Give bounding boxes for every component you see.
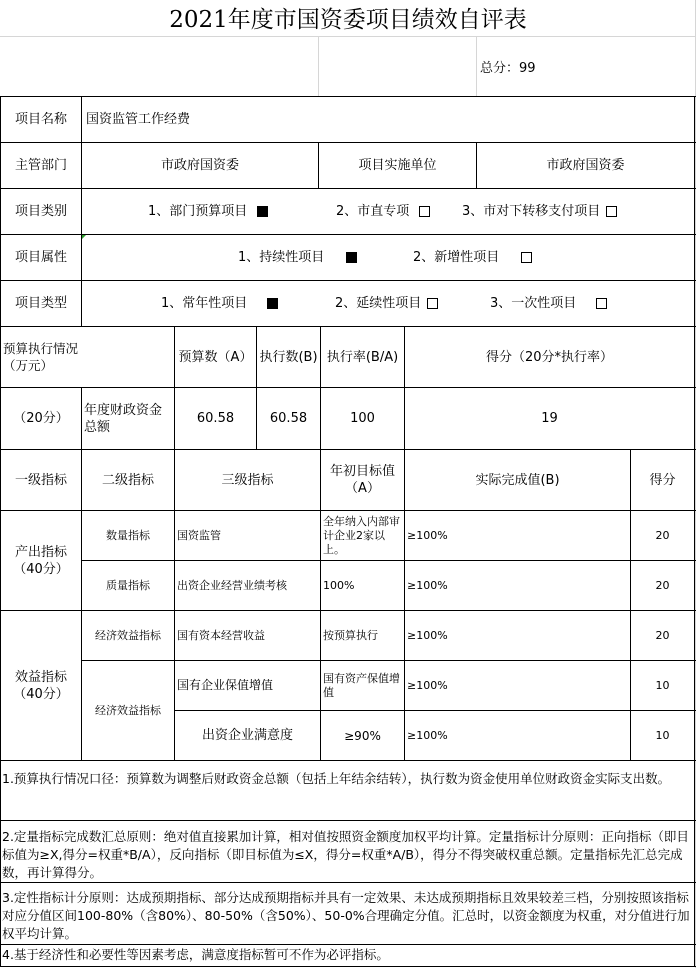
category-option-2-label: 2、市直专项 [336,204,410,219]
indicator-actual: ≥100% [407,528,448,542]
category-label: 项目类别 [14,204,67,219]
gridline [476,36,477,96]
output-group-label: 产出指标（40分） [13,544,69,577]
indicator-target: 按预算执行 [323,628,378,642]
type-option-3-label: 3、一次性项目 [490,296,577,311]
category-option-1[interactable] [146,189,296,234]
note-4: 4.基于经济性和必要性等因素考虑，满意度指标暂可不作为必评指标。 [2,947,389,962]
level1-header: 一级指标 [14,472,67,488]
indicator-target: 国有资产保值增值 [323,671,400,699]
note-3: 3.定性指标计分原则：达成预期指标、部分达成预期指标并具有一定效果、未达成预期指标且效果较差三档，分别按照该指标对应分值区间100-80%（含80%）、80-50%（含50%）、50-0%合理确定分值。汇总时，以资金额度为权重，对分值进行加权平均计算。 [2,890,690,941]
budget-col-header: 预算数（A） [178,349,253,365]
indicator-target: ≥90% [344,728,381,743]
indicator-level3: 出资企业满意度 [201,728,293,743]
indicator-score: 10 [655,678,670,692]
attribute-option-2[interactable] [411,235,561,280]
indicator-actual: ≥100% [407,628,448,642]
dept-label: 主管部门 [14,158,67,173]
gridline [318,36,319,96]
score-header: 得分 [649,472,676,488]
rate-value: 100 [350,411,375,426]
note-2: 2.定量指标完成数汇总原则：绝对值直接累加计算，相对值按照资金额度加权平均计算。定量指标计分原则：正向指标（即目标值为≥X,得分=权重*B/A），反向指标（即目标值为≤X，得分=权重*A/B），得分不得突破权重总额。定量指标先汇总完成数，再计算得分。 [2,829,689,880]
indicator-score: 10 [655,728,670,742]
note-1: 1.预算执行情况口径：预算数为调整后财政资金总额（包括上年结余结转），执行数为资金使用单位财政资金实际支出数。 [2,771,671,786]
border [81,96,82,326]
type-option-2[interactable] [333,281,463,326]
attribute-option-1[interactable] [236,235,386,280]
target-header: 年初目标值（A） [329,464,395,496]
budget-value: 60.58 [196,411,235,426]
indicator-level2: 经济效益指标 [95,703,161,717]
impl-label: 项目实施单位 [358,158,437,173]
total-score: 总分：99 [480,60,536,76]
attribute-option-1-label: 1、持续性项目 [238,250,325,265]
gridline [0,36,696,37]
unchecked-box-icon [419,206,430,217]
dept-value: 市政府国资委 [160,158,239,173]
indicator-score: 20 [655,628,670,642]
comment-marker-icon [82,235,86,239]
border [694,96,695,967]
indicator-actual: ≥100% [407,578,448,592]
indicator-level3: 国资监管 [177,528,221,542]
checked-box-icon [267,298,278,309]
budget-row-label: 年度财政资金总额 [84,402,163,435]
type-option-3[interactable] [488,281,638,326]
budget-score-value: 19 [541,411,558,426]
category-option-2[interactable] [334,189,454,234]
unchecked-box-icon [606,206,617,217]
unchecked-box-icon [427,298,438,309]
type-option-1[interactable] [159,281,309,326]
indicator-level2: 数量指标 [106,528,150,542]
score-col-header: 得分（20分*执行率） [485,349,614,365]
indicator-level2: 经济效益指标 [95,628,161,642]
project-name-value: 国资监管工作经费 [86,112,191,127]
indicator-score: 20 [655,578,670,592]
category-option-3[interactable] [460,189,692,234]
benefit-group-label: 效益指标（40分） [13,669,69,702]
border [0,820,696,821]
actual-header: 实际完成值(B) [475,472,560,488]
category-option-3-label: 3、市对下转移支付项目 [462,204,601,219]
border [0,760,696,761]
attribute-label: 项目属性 [14,250,67,265]
budget-weight: （20分） [13,411,69,426]
indicator-target: 全年纳入内部审计企业2家以上。 [323,514,400,556]
indicator-level3: 国有企业保值增值 [177,678,274,692]
border [0,882,696,883]
indicator-level3: 出资企业经营业绩考核 [177,578,287,592]
indicator-target: 100% [323,578,355,592]
exec-value: 60.58 [269,411,308,426]
indicator-score: 20 [655,528,670,542]
category-option-1-label: 1、部门预算项目 [148,204,248,219]
indicator-level2: 质量指标 [106,578,150,592]
border [0,966,696,967]
rate-col-header: 执行率(B/A) [326,349,399,365]
level2-header: 二级指标 [101,472,154,488]
unchecked-box-icon [521,252,532,263]
checked-box-icon [346,252,357,263]
type-label: 项目类型 [14,296,67,311]
indicator-level3: 国有资本经营收益 [177,628,265,642]
page-title: 2021年度市国资委项目绩效自评表 [169,7,527,33]
indicator-actual: ≥100% [407,728,448,742]
impl-value: 市政府国资委 [546,158,625,173]
indicator-actual: ≥100% [407,678,448,692]
type-option-1-label: 1、常年性项目 [161,296,248,311]
exec-col-header: 执行数(B) [259,349,318,365]
type-option-2-label: 2、延续性项目 [335,296,422,311]
unchecked-box-icon [596,298,607,309]
budget-section-label: 预算执行情况（万元） [3,341,79,373]
checked-box-icon [257,206,268,217]
attribute-option-2-label: 2、新增性项目 [413,250,500,265]
project-name-label: 项目名称 [14,112,67,127]
level3-header: 三级指标 [221,472,274,488]
border [0,944,696,945]
